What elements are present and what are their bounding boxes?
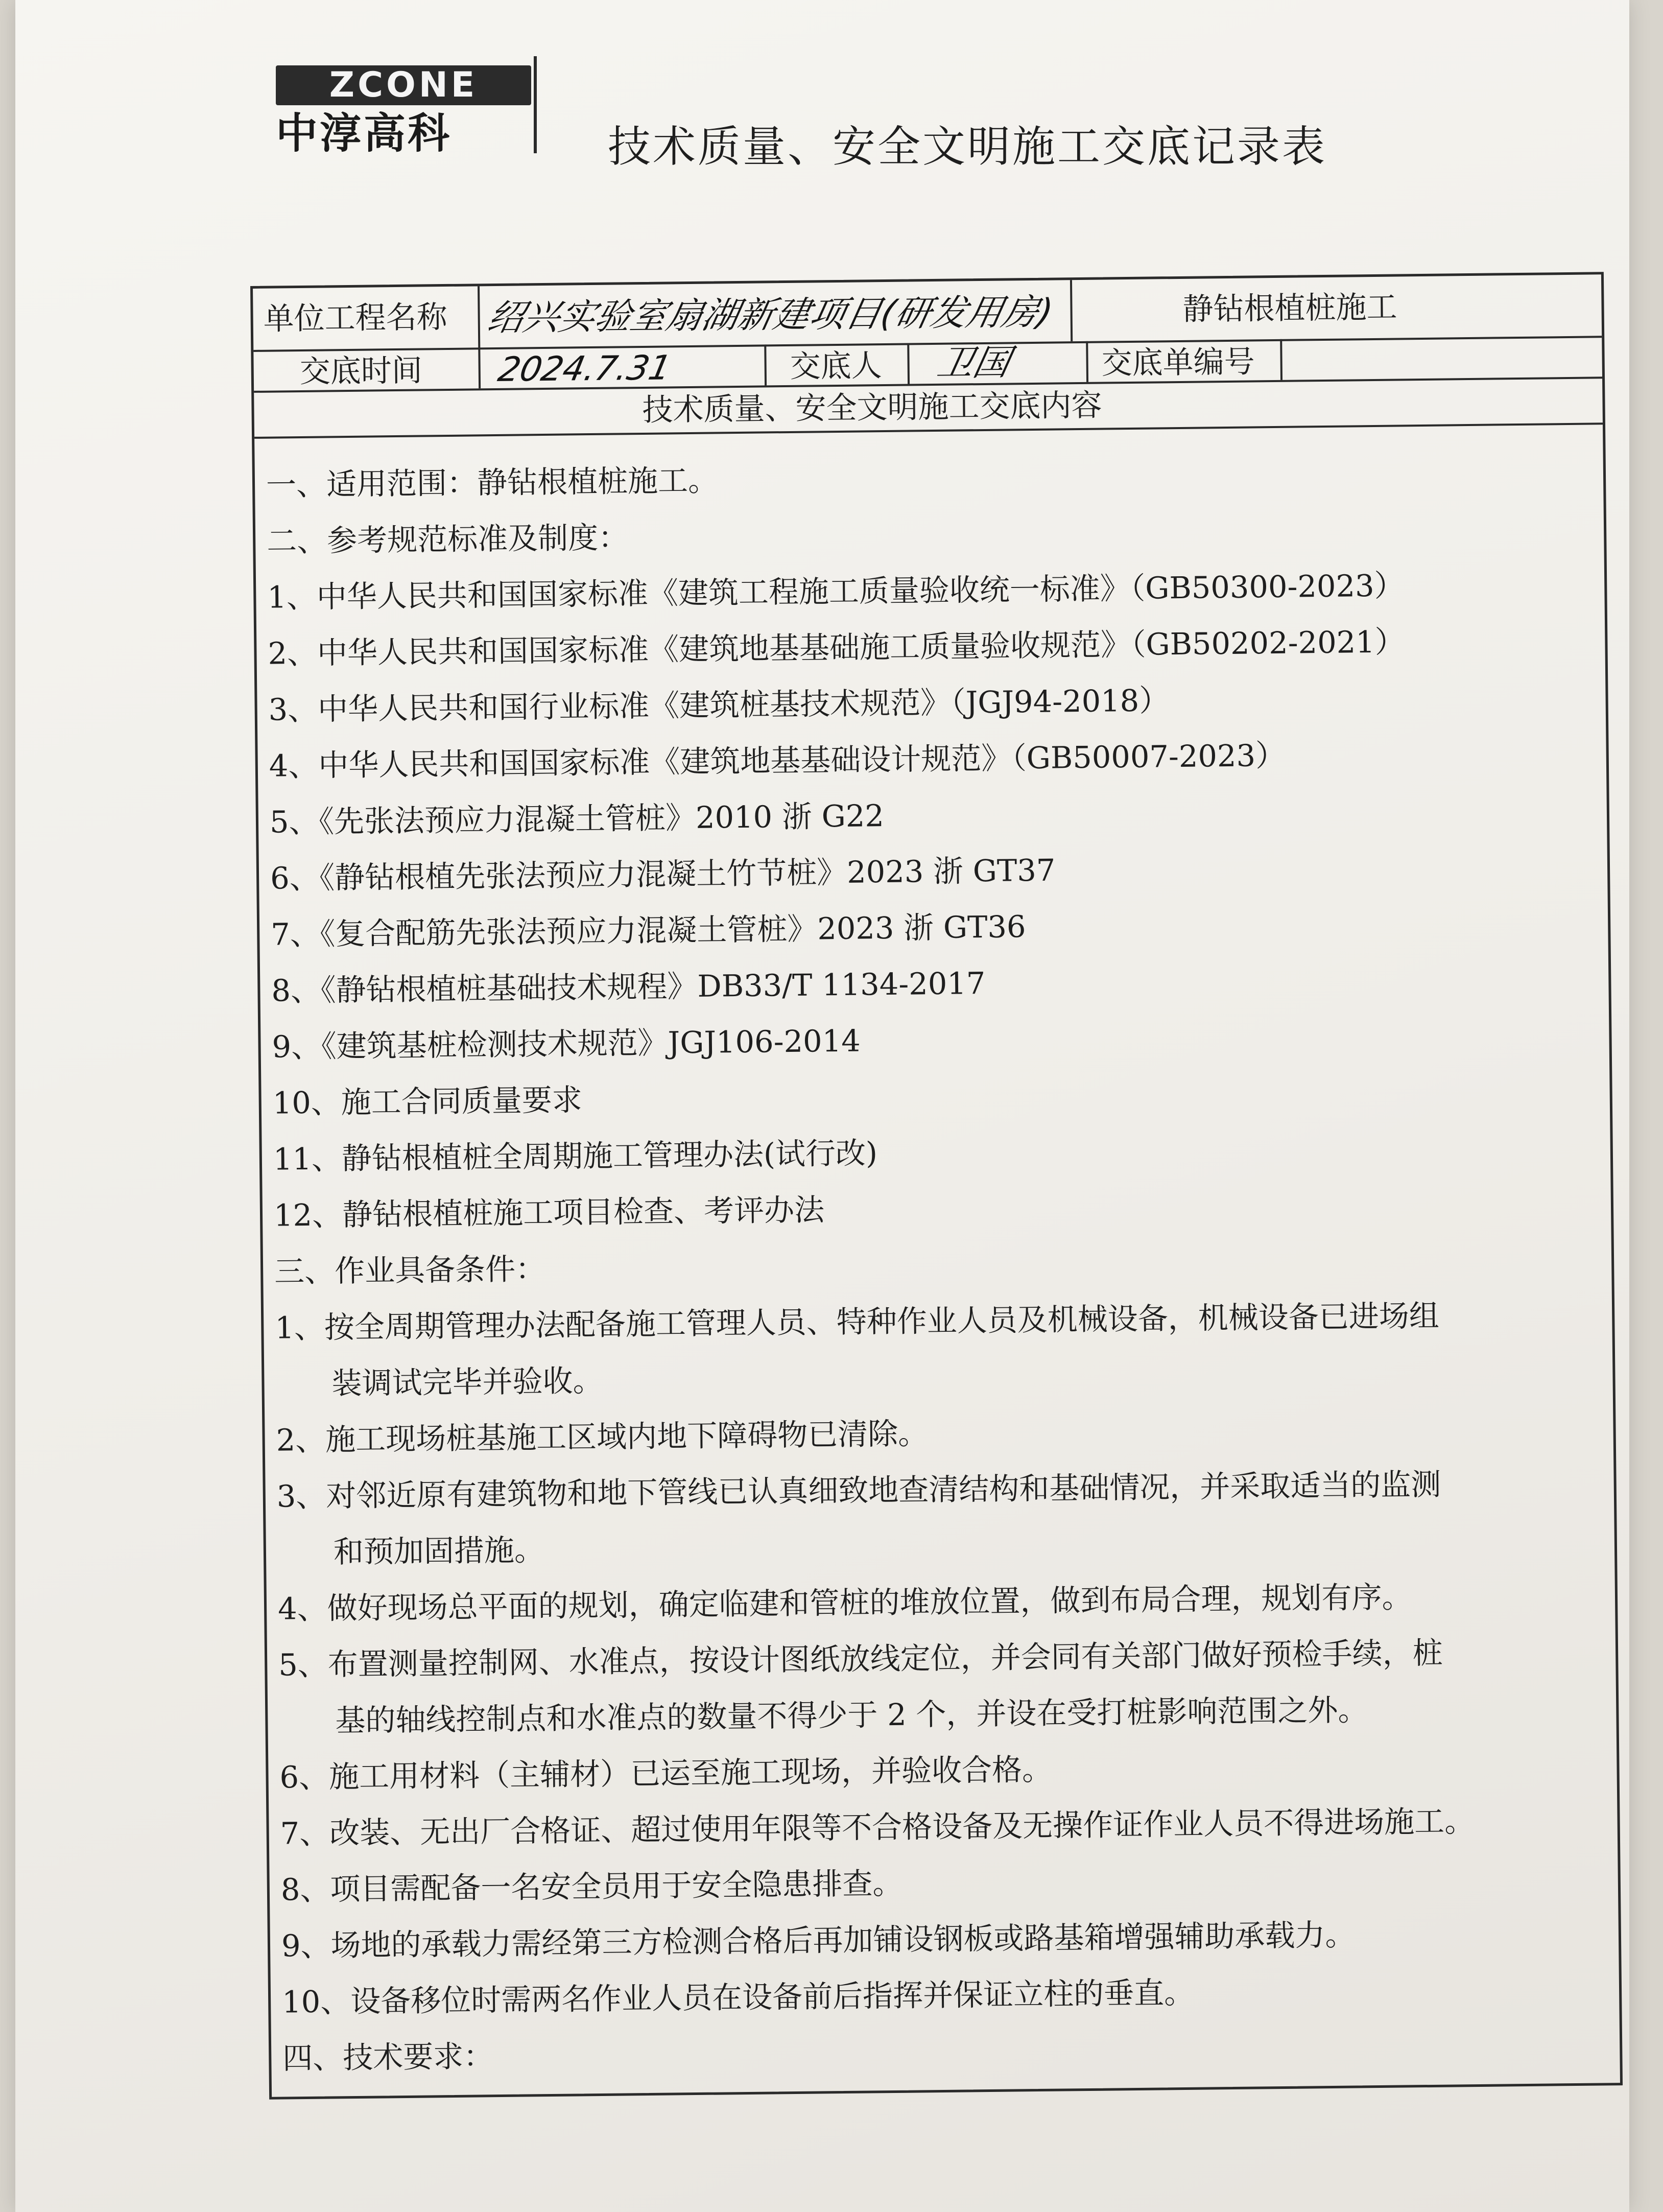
column-divider: [478, 286, 481, 388]
column-divider: [764, 344, 767, 385]
content-line: 3、中华人民共和国行业标准《建筑桩基技术规范》（JGJ94-2018）: [268, 683, 1170, 727]
content-line: 装调试完毕并验收。: [331, 1362, 603, 1401]
content-line: 2、施工现场桩基施工区域内地下障碍物已清除。: [276, 1416, 929, 1458]
content-line: 7、改装、无出厂合格证、超过使用年限等不合格设备及无操作证作业人员不得进场施工。: [280, 1803, 1475, 1851]
content-line: 6、施工用材料（主辅材）已运至施工现场，并验收合格。: [279, 1751, 1053, 1795]
date-label: 交底时间: [299, 352, 423, 390]
person-label: 交底人: [790, 348, 883, 385]
content-line: 10、施工合同质量要求: [272, 1082, 583, 1121]
company-logo: [276, 65, 531, 158]
content-line: 10、设备移位时需两名作业人员在设备前后指挥并保证立柱的垂直。: [281, 1974, 1195, 2020]
section-title: 技术质量、安全文明施工交底内容: [642, 387, 1102, 428]
content-line: 3、对邻近原有建筑物和地下管线已认真细致地查清结构和基础情况，并采取适当的监测: [276, 1466, 1441, 1514]
person-value: 卫国: [934, 341, 1014, 384]
header-row-divider: [253, 336, 1602, 352]
column-divider: [1280, 339, 1282, 380]
content-line: 6、《静钻根植先张法预应力混凝土竹节桩》2023 浙 GT37: [270, 852, 1056, 896]
content-line: 1、中华人民共和国国家标准《建筑工程施工质量验收统一标准》（GB50300-2023）: [267, 568, 1405, 615]
content-line: 三、作业具备条件：: [274, 1251, 546, 1289]
content-line: 11、静钻根植桩全周期施工管理办法(试行改): [273, 1135, 878, 1177]
content-line: 9、《建筑基桩检测技术规范》JGJ106-2014: [272, 1023, 861, 1065]
content-line: 和预加固措施。: [333, 1532, 545, 1570]
column-divider: [907, 343, 910, 384]
content-line: 二、参考规范标准及制度：: [266, 520, 629, 559]
content-line: 5、《先张法预应力混凝土管桩》2010 浙 G22: [269, 798, 885, 840]
document-title: 技术质量、安全文明施工交底记录表: [608, 122, 1327, 172]
logo-divider: [534, 56, 537, 153]
logo-brand: ZCONE: [276, 65, 531, 105]
column-divider: [1070, 280, 1073, 341]
document-sheet: [15, 0, 1629, 2212]
logo-brand-cn: 中淳高科: [276, 109, 452, 158]
content-line: 一、适用范围：静钻根植桩施工。: [266, 462, 719, 503]
date-value: 2024.7.31: [495, 348, 675, 389]
content-line: 2、中华人民共和国国家标准《建筑地基基础施工质量验收规范》（GB50202-2021）: [268, 624, 1406, 671]
number-label: 交底单编号: [1101, 344, 1255, 382]
content-line: 4、做好现场总平面的规划，确定临建和管桩的堆放位置，做到布局合理，规划有序。: [277, 1579, 1412, 1627]
content-body: [266, 443, 1611, 2086]
content-line: 基的轴线控制点和水准点的数量不得少于 2 个，并设在受打桩影响范围之外。: [335, 1692, 1368, 1738]
content-line: 5、布置测量控制网、水准点，按设计图纸放线定位，并会同有关部门做好预检手续，桩: [278, 1635, 1443, 1683]
content-line: 四、技术要求：: [282, 2038, 494, 2076]
content-line: 9、场地的承载力需经第三方检测合格后再加铺设钢板或路基箱增强辅助承载力。: [281, 1917, 1356, 1964]
subject-value: 静钻根植桩施工: [1182, 289, 1397, 327]
content-line: 8、项目需配备一名安全员用于安全隐患排查。: [280, 1865, 903, 1908]
content-line: 4、中华人民共和国国家标准《建筑地基基础设计规范》（GB50007-2023）: [269, 737, 1286, 784]
unit-name-label: 单位工程名称: [263, 299, 448, 337]
record-form: [250, 272, 1623, 2100]
content-line: 12、静钻根植桩施工项目检查、考评办法: [273, 1192, 825, 1233]
content-line: 7、《复合配筋先张法预应力混凝土管桩》2023 浙 GT36: [270, 909, 1026, 952]
column-divider: [1086, 341, 1088, 382]
unit-name-value: 绍兴实验室扇湖新建项目(研发用房): [484, 291, 1057, 339]
content-line: 8、《静钻根植桩基础技术规程》DB33/T 1134-2017: [271, 966, 986, 1008]
content-line: 1、按全周期管理办法配备施工管理人员、特种作业人员及机械设备，机械设备已进场组: [274, 1298, 1440, 1346]
